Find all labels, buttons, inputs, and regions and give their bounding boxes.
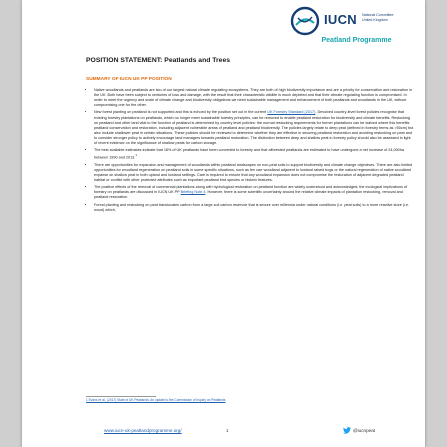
briefing-note-link[interactable]: Briefing Note 4 — [180, 190, 206, 195]
programme-name: Peatland Programme — [321, 37, 392, 44]
bullet-text: . Devolved country-level forest policies recognise that existing forestry plantations on peatlands, which no longer meet sustainable forestry principles, can be removed to enable peatland restoration for biodiversity and climate benefits. Restocking on peatland and other land vital to the function of peatland is determined by country level policies: the normal restocking requirements for former plantations can be waived where this benefits peatland conservation and restoration, including adjacent vulnerable areas of peatland and peatland biodiversity. The policies largely relate to deep peat (defined in forestry terms as >50cm) but also include shallower peat in certain situations. These policies should be reviewed to determine whether they are effective in securing peatland restoration and avoiding restocking on peat and to consider stronger policy to actively encourage land managers towards peatland restoration. The distinction between deep and shallow peat in forestry policy should also be assessed in light of recent evidence on the significance of shallow peats for carbon storage. — [94, 110, 414, 145]
page-title: POSITION STATEMENT: Peatlands and Trees — [86, 57, 231, 64]
logo-wordmark: IUCN — [324, 12, 357, 27]
list-item — [94, 185, 414, 200]
website-link[interactable]: www.iucn-uk-peatlandprogramme.org/ — [104, 428, 182, 433]
bullet-text: . However, there is some scientific uncertainty around the relative climate impacts of plantation restocking, removal and peatland restoration. — [94, 190, 403, 200]
list-item — [94, 203, 414, 213]
list-item — [94, 110, 414, 145]
logo-organisation: National Committee United Kingdom — [362, 13, 394, 22]
forestry-standard-link[interactable]: UK Forestry Standard (2017) — [267, 110, 316, 115]
page-number: 1 — [226, 428, 229, 433]
bullet-text: New forest planting on peatland is not supported and this is echoed by the position set out in the current — [94, 110, 268, 115]
bullet-text: The positive effects of the removal of commercial plantations along with hydrological restoration on peatland function are widely understood and acknowledged; the ecological implications of forestry on peatlands are discussed in IUCN UK PP — [94, 185, 408, 195]
summary-heading: SUMMARY OF IUCN UK PP POSITION — [86, 77, 172, 82]
iucn-globe-icon — [290, 6, 320, 36]
bullet-text: Forest planting and restocking on peat translocates carbon from a large soil carbon reservoir that is secure over millennia under natural conditions (i.e. peat soils) to a more reactive store (i.e. wood) which, — [94, 202, 410, 212]
list-item — [94, 148, 414, 160]
bullet-text: Native woodlands and peatlands are two of our largest natural climate regulating ecosystems. They are both of high biodiversity importance and are a priority for conservation and restoration in the UK. Both have been subject to centuries of loss and damage, with the result that their characteristic wildlife is much depleted and that their climate regulating function is compromised. In order to meet the urgency and scale of climate change and biodiversity obligations we need sustainable management and enhancement of both peatlands and woodlands in the UK, without compromising one for the other. — [94, 88, 413, 108]
footnote-divider — [86, 396, 156, 397]
summary-list — [80, 88, 414, 215]
list-item — [94, 88, 414, 108]
footnote-link[interactable]: 1 Evans et al., (2017) State of UK Peatlands: An update to the Commission of Inquiry on Peatlands — [86, 398, 226, 402]
twitter-handle[interactable]: @iucnpeat — [353, 428, 376, 433]
document-page — [22, 0, 425, 447]
list-item — [94, 163, 414, 183]
bullet-text: The best available estimates indicate that 18% of UK peatlands have been converted to forestry and that afforested peatlands are estimated to have undergone a net increase of 24,000ha between 1990 and 2013. — [94, 148, 404, 160]
bullet-text: There are opportunities for expansion and management of woodlands within peatland landscapes on non-peat soils to support biodiversity and climate change objectives. There are also limited opportunities for woodland regeneration on peatland soils in some specific situations, such as fen carr woodland adjacent to lowland raised bogs or the natural regeneration of native woodland expanse on shallow peat in both upland and lowland settings. Care is required to ensure that any woodland expansion does not compromise the restoration of adjacent degraded peatland habitat or conflict with other protected attributes such as important peatland bird species or historic features. — [94, 162, 413, 182]
iucn-logo — [290, 6, 420, 36]
footnote-ref: 1 — [135, 153, 138, 158]
twitter-icon — [343, 427, 351, 434]
